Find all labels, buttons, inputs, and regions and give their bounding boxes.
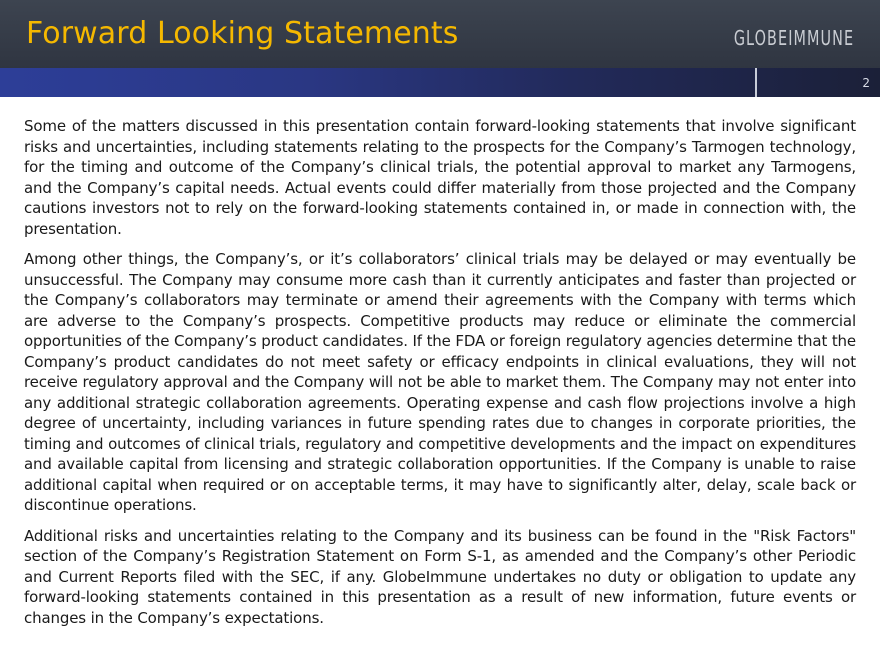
paragraph-3: Additional risks and uncertainties relating to the Company and its business can be found in the "Risk Factors" section of the Company’s Registration Statement on Form S-1, as amended and the Company’s other Periodic and Current Reports filed with the SEC, if any. GlobeImmune undertakes no duty or obligation to update any forward-looking statements contained in this presentation as a result of new information, future events or changes in the Company’s expectations. <box>24 526 856 627</box>
body-text <box>24 116 856 638</box>
slide-header <box>0 0 880 68</box>
page-number: 2 <box>862 76 870 90</box>
band-divider <box>755 68 757 97</box>
paragraph-2: Among other things, the Company’s, or it’s collaborators’ clinical trials may be delayed or may eventually be unsuccessful. The Company may consume more cash than it currently anticipates and faster than projected or the Company’s collaborators may terminate or amend their agreements with the Company with terms which are adverse to the Company’s prospects. Competitive products may reduce or eliminate the commercial opportunities of the Company’s product candidates. If the FDA or foreign regulatory agencies determine that the Company’s product candidates do not meet safety or efficacy endpoints in clinical evaluations, they will not receive regulatory approval and the Company will not be able to market them. The Company may not enter into any additional strategic collaboration agreements. Operating expense and cash flow projections involve a high degree of uncertainty, including variances in future spending rates due to changes in corporate priorities, the timing and outcomes of clinical trials, regulatory and competitive developments and the impact on expenditures and available capital from licensing and strategic collaboration opportunities. If the Company is unable to raise additional capital when required or on acceptable terms, it may have to significantly alter, delay, scale back or discontinue operations. <box>24 250 856 514</box>
paragraph-1: Some of the matters discussed in this presentation contain forward-looking statements that involve significant risks and uncertainties, including statements relating to the prospects for the Company’s Tarmogen technology, for the timing and outcome of the Company’s clinical trials, the potential approval to market any Tarmogens, and the Company’s capital needs. Actual events could differ materially from those projected and the Company cautions investors not to rely on the forward-looking statements contained in, or made in connection with, the presentation. <box>24 117 856 238</box>
company-logo: GLOBEIMMUNE <box>733 26 854 50</box>
header-band <box>0 68 880 97</box>
slide-title: Forward Looking Statements <box>26 16 459 51</box>
